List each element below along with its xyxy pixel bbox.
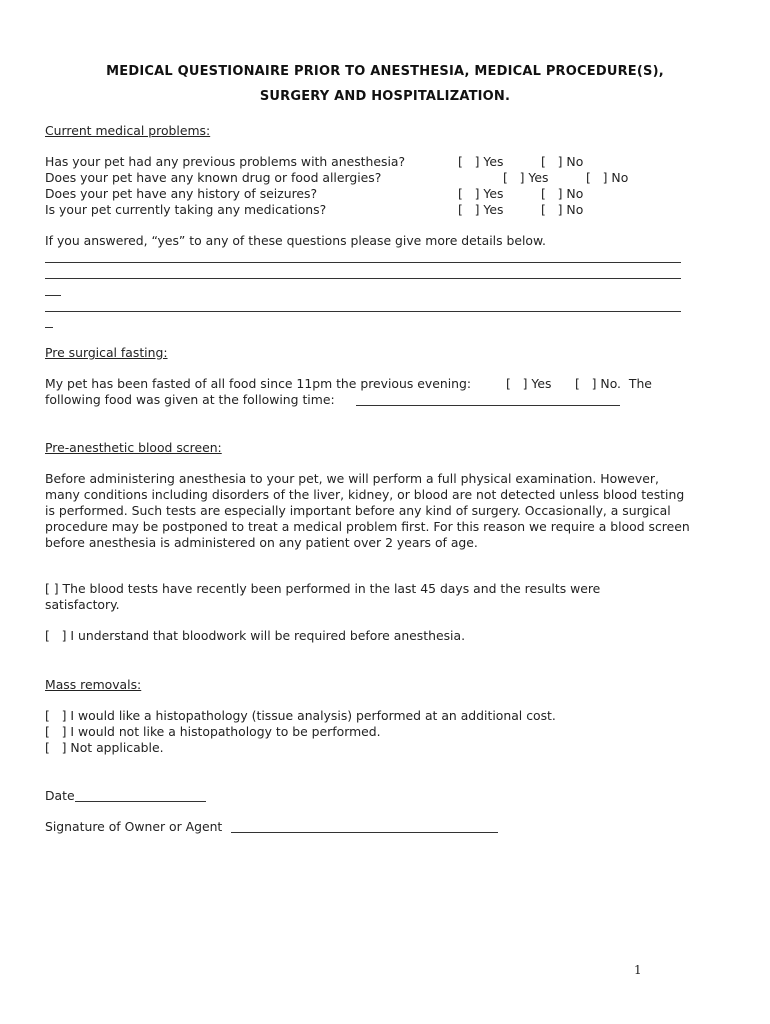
- medications-no-checkbox[interactable]: [ ] No: [541, 202, 584, 217]
- question-allergies: Does your pet have any known drug or food allergies?: [45, 170, 382, 185]
- date-label: Date: [45, 788, 75, 803]
- blood-tests-performed-checkbox[interactable]: [ ] The blood tests have recently been performed in the last 45 days and the results were satisfactory.: [45, 581, 601, 612]
- fasting-no-checkbox[interactable]: [ ] No. The: [575, 376, 652, 391]
- blood-screen-heading: Pre-anesthetic blood screen:: [45, 440, 222, 455]
- fasting-yes-checkbox[interactable]: [ ] Yes: [506, 376, 552, 391]
- details-line-3-wrap: [45, 327, 53, 328]
- question-anesthesia: Has your pet had any previous problems with anesthesia?: [45, 154, 406, 169]
- details-line-2-wrap: [45, 295, 61, 296]
- signature-field[interactable]: [231, 832, 498, 833]
- details-line-2[interactable]: [45, 278, 681, 279]
- blood-screen-paragraph: Before administering anesthesia to your pet, we will perform a full physical examination. However, many conditions including disorders of the liver, kidney, or blood are not detected unless blood testing is performed. Such tests are especially important before any kind of surgery. Occasionally, a surgical procedure may be postponed to treat a medical problem first. For this reason we require a blood screen before anesthesia is administered on any patient over 2 years of age.: [45, 471, 690, 550]
- not-applicable-checkbox[interactable]: [ ] Not applicable.: [45, 740, 164, 755]
- question-medications: Is your pet currently taking any medications?: [45, 202, 327, 217]
- allergies-yes-checkbox[interactable]: [ ] Yes: [503, 170, 549, 185]
- signature-label: Signature of Owner or Agent: [45, 819, 223, 834]
- details-prompt: If you answered, “yes” to any of these questions please give more details below.: [45, 233, 546, 248]
- histopathology-yes-checkbox[interactable]: [ ] I would like a histopathology (tissue analysis) performed at an additional cost.: [45, 708, 556, 723]
- medications-yes-checkbox[interactable]: [ ] Yes: [458, 202, 504, 217]
- fasting-heading: Pre surgical fasting:: [45, 345, 168, 360]
- bloodwork-required-checkbox[interactable]: [ ] I understand that bloodwork will be required before anesthesia.: [45, 628, 466, 643]
- fasting-statement: My pet has been fasted of all food since 11pm the previous evening:: [45, 376, 472, 391]
- anesthesia-yes-checkbox[interactable]: [ ] Yes: [458, 154, 504, 169]
- date-field[interactable]: [75, 801, 206, 802]
- food-given-label: following food was given at the following time:: [45, 392, 335, 407]
- current-medical-heading: Current medical problems:: [45, 123, 211, 138]
- seizures-yes-checkbox[interactable]: [ ] Yes: [458, 186, 504, 201]
- form-title-line-2: SURGERY AND HOSPITALIZATION.: [259, 89, 511, 104]
- histopathology-no-checkbox[interactable]: [ ] I would not like a histopathology to be performed.: [45, 724, 381, 739]
- mass-removals-heading: Mass removals:: [45, 677, 142, 692]
- seizures-no-checkbox[interactable]: [ ] No: [541, 186, 584, 201]
- food-given-time-field[interactable]: [356, 405, 620, 406]
- details-line-1[interactable]: [45, 262, 681, 263]
- anesthesia-no-checkbox[interactable]: [ ] No: [541, 154, 584, 169]
- form-title-line-1: MEDICAL QUESTIONAIRE PRIOR TO ANESTHESIA, MEDICAL PROCEDURE(S),: [106, 64, 664, 79]
- question-seizures: Does your pet have any history of seizures?: [45, 186, 318, 201]
- allergies-no-checkbox[interactable]: [ ] No: [586, 170, 629, 185]
- page-number: 1: [634, 963, 642, 977]
- details-line-3[interactable]: [45, 311, 681, 312]
